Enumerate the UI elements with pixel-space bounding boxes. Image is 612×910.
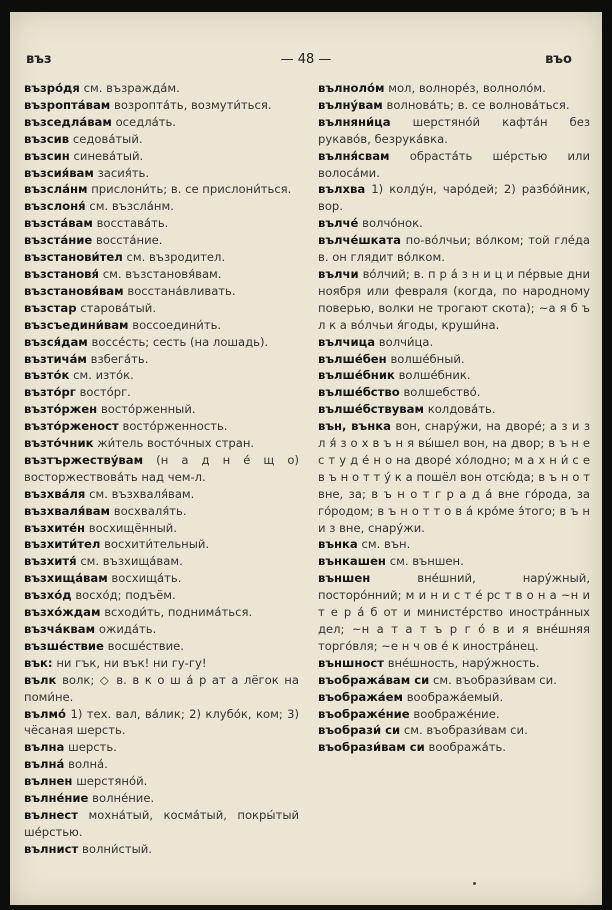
entry-translation: волни́стый. [82, 841, 152, 856]
entry-translation: жи́тель восто́чных стран. [97, 436, 255, 451]
entry-translation: восхити́тельный. [104, 537, 210, 552]
dictionary-entry [318, 232, 590, 266]
entry-translation: восстава́ть. [96, 216, 169, 231]
dictionary-entry [24, 790, 299, 807]
entry-headword: възхитя́ [24, 554, 77, 569]
dictionary-entry [24, 638, 299, 655]
dictionary-entry [318, 148, 590, 182]
dictionary-entry [24, 401, 299, 418]
entry-headword: въобрази́вам си [318, 740, 425, 755]
entry-translation: всходи́ть, поднима́ться. [104, 605, 253, 620]
entry-headword: възро́дя [24, 81, 80, 95]
entry-headword: вълше́бник [318, 368, 395, 383]
entry-headword: възхваля́вам [24, 503, 110, 518]
page-number: — 48 — [280, 52, 332, 67]
entry-translation: вообража́емый. [406, 689, 504, 704]
entry-translation: восто́рженный. [100, 402, 196, 417]
entry-translation: восто́рженность. [122, 419, 228, 434]
dictionary-entry [24, 452, 299, 486]
entry-translation: восто́рг. [79, 385, 131, 400]
dictionary-entry [24, 249, 299, 266]
entry-translation: возропта́ть, возмути́ться. [114, 97, 272, 112]
entry-headword: възся́дам [24, 334, 88, 349]
entry-headword: възхва́ля [24, 486, 86, 501]
dictionary-entry [318, 689, 590, 706]
entry-translation: шерстяно́й. [76, 774, 148, 789]
dictionary-entry [24, 604, 299, 621]
entry-headword: въобража́ем [318, 689, 403, 704]
dictionary-entry [24, 131, 299, 148]
entry-headword: вълноло́м [318, 81, 385, 95]
entry-headword: възстар [24, 300, 77, 315]
entry-translation: волна́. [68, 757, 108, 772]
dictionary-entry [24, 266, 299, 283]
left-column [24, 80, 299, 858]
entry-translation: вообража́ть. [428, 740, 506, 755]
dictionary-entry [24, 80, 299, 97]
dictionary-entry [318, 351, 590, 368]
dictionary-entry [24, 655, 299, 672]
entry-headword: възста́ние [24, 233, 93, 248]
dictionary-entry [318, 418, 590, 536]
dictionary-entry [318, 553, 590, 570]
dictionary-entry [24, 165, 299, 182]
entry-headword: вълне́ние [24, 791, 89, 806]
entry-translation: волше́бник. [398, 368, 471, 383]
dictionary-entry [318, 401, 590, 418]
entry-translation: см. възстановя́вам. [102, 266, 222, 281]
entry-translation: волнова́ть; в. се волнова́ться. [386, 97, 570, 112]
dictionary-entry [318, 97, 590, 114]
entry-translation: восхо́д; подъём. [75, 588, 176, 603]
dictionary-entry [24, 706, 299, 740]
dictionary-entry [24, 317, 299, 334]
dictionary-entry [24, 232, 299, 249]
dictionary-entry [318, 215, 590, 232]
entry-translation: см. изто́к. [73, 368, 134, 383]
entry-headword: възсла́нм [24, 182, 88, 197]
entry-translation: вне́шность, нару́жность. [387, 655, 540, 670]
entry-translation: прислони́ть; в. се прислони́ться. [91, 182, 292, 197]
entry-headword: възто́рг [24, 385, 76, 400]
dictionary-entry [24, 114, 299, 131]
dictionary-entry [24, 418, 299, 435]
dictionary-entry [24, 435, 299, 452]
dictionary-entry [318, 672, 590, 689]
entry-translation: ни гък, ни вък! ни гу-гу! [56, 655, 207, 670]
entry-translation: по-во́лчьи; во́лком; той гле́да в. он глядит во́лком. [318, 233, 590, 265]
right-column [318, 80, 590, 756]
dictionary-entry [24, 553, 299, 570]
entry-headword: външност [318, 655, 384, 670]
entry-translation: волчо́нок. [362, 216, 423, 231]
entry-headword: вънкашен [318, 554, 386, 569]
entry-headword: вълше́бствувам [318, 402, 424, 417]
entry-translation: см. възхища́вам. [80, 554, 183, 569]
entry-headword: възше́ствие [24, 638, 104, 653]
entry-translation: 1) тех. вал, ва́лик; 2) клубо́к, ком; 3) чёсаная шерсть. [24, 706, 299, 738]
entry-translation: см. вън. [361, 537, 411, 552]
dictionary-entry [24, 148, 299, 165]
entry-headword: възслоня́ [24, 199, 86, 214]
entry-headword: възхища́вам [24, 571, 108, 586]
entry-translation: во́лчий; в. п р а́ з н и ц и пе́рвые дни ноября или февраля (когда, по народному поверью, волки не трогают скота); ~а я б ъ л к а во́лчьи я́годы, круши́на. [318, 266, 591, 332]
dictionary-entry [318, 384, 590, 401]
entry-headword: въображе́ние [318, 706, 410, 721]
entry-translation: засия́ть. [97, 165, 150, 180]
entry-translation: восхваля́ть. [113, 503, 187, 518]
entry-headword: вълну́вам [318, 97, 383, 112]
entry-headword: вък: [24, 655, 53, 670]
entry-headword: възто́ржен [24, 402, 98, 417]
entry-headword: възхо́д [24, 588, 72, 603]
dictionary-entry [318, 80, 590, 97]
entry-headword: въобража́вам си [318, 672, 430, 687]
dictionary-entry [24, 520, 299, 537]
entry-headword: вълше́бен [318, 351, 387, 366]
dictionary-entry [318, 570, 590, 655]
entry-translation: воображе́ние. [413, 706, 500, 721]
entry-translation: синева́тый. [73, 148, 144, 163]
entry-headword: вълнест [24, 807, 79, 822]
entry-headword: възтържеству́вам [24, 452, 144, 467]
entry-translation: см. външен. [389, 554, 464, 569]
entry-translation: см. въобрази́вам си. [433, 672, 557, 687]
entry-headword: възстановя́вам [24, 283, 124, 298]
entry-headword: възча́квам [24, 622, 96, 636]
entry-headword: възстановя́ [24, 266, 99, 281]
entry-headword: възхо́ждам [24, 605, 101, 620]
dictionary-entry [24, 672, 299, 706]
page-header [10, 52, 602, 72]
entry-translation: вне́шний, нару́жный, посторо́нний; м и н и с т е́ рс т в о н а ~н и т е р а́ б от и министе́рство иностра́нных дел; ~н а т а т ъ р г о́ в и я вне́шняя торго́вля; ~е н ч ов е́ к иностра́нец. [318, 571, 591, 653]
dictionary-entry [24, 384, 299, 401]
entry-headword: възста́вам [24, 216, 93, 231]
entry-headword: възсин [24, 148, 70, 163]
entry-headword: вълнен [24, 774, 73, 789]
dictionary-entry [24, 773, 299, 790]
entry-headword: възсия́вам [24, 165, 94, 180]
entry-translation: обраста́ть ше́рстью или волоса́ми. [318, 148, 590, 180]
entry-translation: воссоедини́ть. [132, 317, 222, 332]
dictionary-entry [24, 570, 299, 587]
entry-translation: шерстяно́й кафта́н без рукаво́в, безрука́вка. [318, 114, 591, 146]
dictionary-entry [318, 266, 590, 334]
entry-translation: взбега́ть. [90, 351, 149, 366]
entry-translation: восхища́ть. [111, 571, 182, 586]
dictionary-entry [24, 621, 299, 638]
dictionary-entry [24, 181, 299, 198]
entry-headword: вълхва [318, 182, 366, 197]
dictionary-page [10, 12, 602, 905]
entry-headword: външен [318, 571, 371, 586]
dictionary-entry [318, 114, 590, 148]
entry-headword: възто́рженост [24, 419, 119, 434]
entry-translation: восстана́вливать. [127, 283, 236, 298]
dictionary-entry [24, 215, 299, 232]
entry-headword: възсъедини́вам [24, 317, 129, 332]
dictionary-entry [24, 334, 299, 351]
running-head-left: въз [26, 52, 52, 67]
dictionary-entry [24, 283, 299, 300]
entry-translation: волше́бный. [390, 351, 465, 366]
entry-translation: старова́тый. [80, 300, 157, 315]
entry-translation: см. възродител. [126, 250, 226, 265]
entry-translation: см. възхваля́вам. [89, 486, 195, 501]
entry-translation: (н а д н е́ щ о) восторжествова́ть над чем-л. [24, 452, 299, 484]
dictionary-entry [24, 536, 299, 553]
running-head-right: въо [545, 52, 572, 67]
dictionary-entry [24, 486, 299, 503]
dictionary-entry [318, 334, 590, 351]
entry-headword: възхити́тел [24, 537, 101, 552]
entry-translation: см. възсла́нм. [89, 199, 174, 214]
dictionary-entry [318, 655, 590, 672]
dictionary-entry [318, 367, 590, 384]
dictionary-entry [318, 181, 590, 215]
dictionary-entry [24, 367, 299, 384]
entry-headword: възропта́вам [24, 97, 111, 112]
entry-translation: воссе́сть; сесть (на лошадь). [91, 334, 269, 349]
entry-headword: вънка [318, 537, 358, 552]
entry-translation: мол, волноре́з, волноло́м. [388, 81, 546, 95]
ink-speck [473, 882, 476, 885]
entry-translation: восше́ствие. [107, 638, 184, 653]
entry-headword: вълк [24, 672, 57, 687]
entry-headword: възто́к [24, 368, 70, 383]
entry-headword: вълше́бство [318, 385, 400, 400]
entry-headword: вълче́ [318, 216, 359, 231]
dictionary-entry [24, 351, 299, 368]
entry-headword: възто́чник [24, 436, 94, 451]
dictionary-entry [24, 198, 299, 215]
entry-headword: вълняни́ца [318, 114, 391, 129]
entry-translation: вон, снару́жи, на дворе́; а з и з л я́ з о х в ъ н я вы́шел вон, на двор; в ъ н е с т у д е́ н о на дворе́ хо́лодно; м а х н и́ с е в ъ н о т т у́ к а пошёл вон отсю́да; в ъ н о т вне, за; в ъ н о т г р а д а́ вне го́рода, за го́родом; в ъ н о т т о в а́ кро́ме э́того; в ъ н и з вне, снару́жи. [318, 419, 590, 535]
dictionary-entry [24, 300, 299, 317]
entry-translation: волк; ◇ в. в к о ш а́ р ат а лёгок на поми́не. [24, 672, 299, 704]
entry-translation: волшебство́. [403, 385, 481, 400]
entry-headword: възстанови́тел [24, 250, 123, 265]
dictionary-entry [24, 756, 299, 773]
entry-headword: възтича́м [24, 351, 87, 366]
entry-headword: вълна́ [24, 757, 65, 772]
entry-headword: вълмо́ [24, 706, 66, 721]
entry-headword: вълня́свам [318, 148, 390, 163]
dictionary-entry [318, 706, 590, 723]
entry-headword: възхите́н [24, 520, 85, 535]
entry-headword: вълче́шката [318, 233, 401, 248]
dictionary-entry [24, 739, 299, 756]
entry-translation: седова́тый. [72, 131, 143, 146]
entry-translation: см. възражда́м. [83, 81, 180, 95]
entry-headword: вън, вънка [318, 419, 391, 434]
entry-headword: вълчица [318, 334, 376, 349]
dictionary-entry [24, 841, 299, 858]
entry-translation: волне́ние. [92, 791, 155, 806]
entry-translation: мохна́тый, косма́тый, покры́тый ше́рстью. [24, 807, 300, 839]
dictionary-entry [318, 536, 590, 553]
entry-translation: восста́ние. [95, 233, 163, 248]
dictionary-entry [318, 739, 590, 756]
entry-translation: волчи́ца. [378, 334, 434, 349]
dictionary-entry [24, 587, 299, 604]
dictionary-entry [24, 503, 299, 520]
dictionary-entry [24, 807, 299, 841]
entry-translation: см. въобрази́вам си. [403, 723, 528, 738]
dictionary-entry [318, 722, 590, 739]
entry-headword: вълнист [24, 841, 79, 856]
entry-headword: възсив [24, 131, 70, 146]
entry-headword: вълчи [318, 266, 359, 281]
entry-translation: ожида́ть. [98, 622, 157, 636]
entry-translation: восхищённый. [88, 520, 178, 535]
entry-translation: 1) колду́н, чаро́дей; 2) разбо́йник, вор. [318, 182, 591, 214]
entry-translation: оседла́ть. [115, 114, 176, 129]
dictionary-entry [24, 97, 299, 114]
entry-headword: вълна [24, 740, 65, 755]
entry-translation: шерсть. [68, 740, 117, 755]
entry-translation: колдова́ть. [427, 402, 496, 417]
entry-headword: въобрази́ си [318, 723, 401, 738]
entry-headword: възседла́вам [24, 114, 112, 129]
